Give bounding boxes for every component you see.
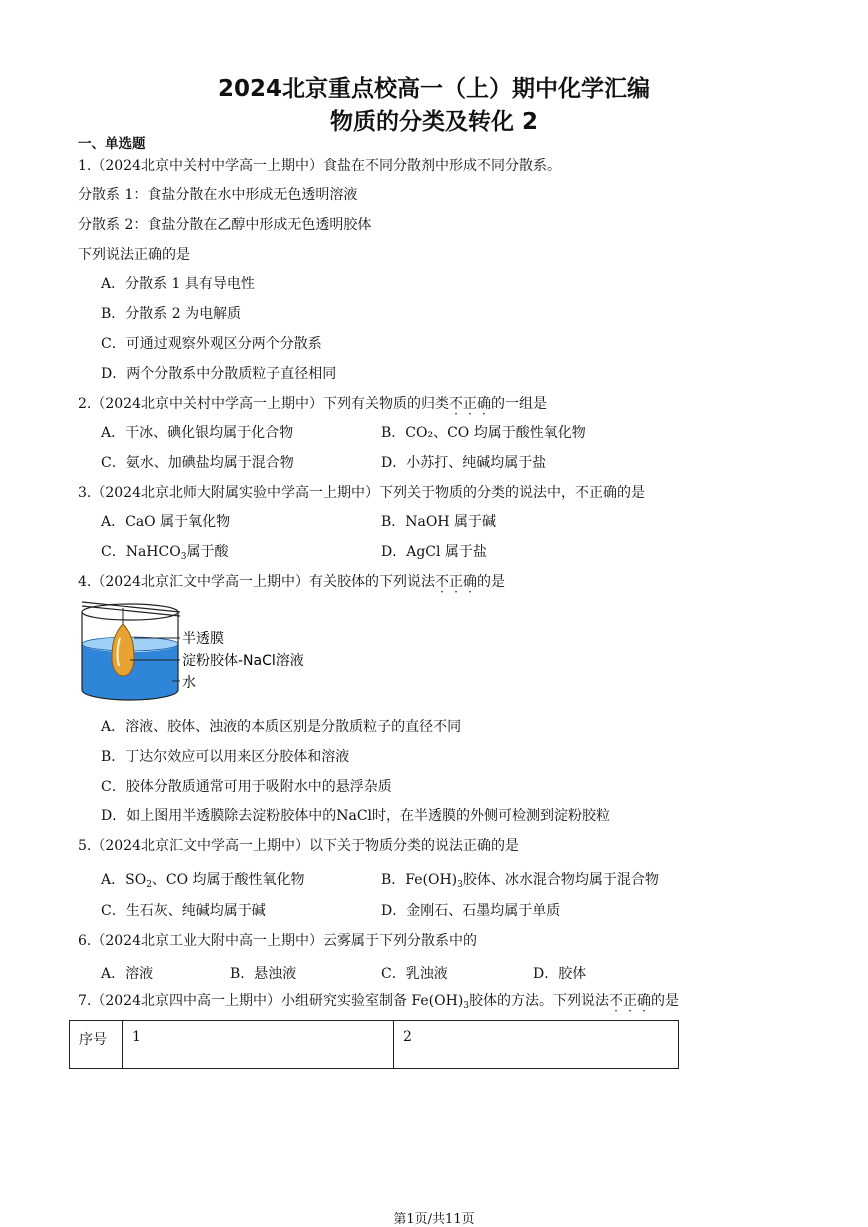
q2-emph-2: 正 — [463, 396, 477, 412]
q3-stem: 3.（2024北京北师大附属实验中学高一上期中）下列关于物质的分类的说法中，不正确的是 — [78, 485, 645, 501]
q3-option-d: D．AgCl 属于盐 — [381, 544, 487, 560]
q1-option-b: B．分散系 2 为电解质 — [101, 306, 242, 322]
fig-label-membrane: 半透膜 — [182, 631, 224, 647]
q2-emph-3: 确 — [477, 396, 491, 412]
table-row — [70, 1021, 679, 1069]
q1-option-d: D．两个分散系中分散质粒子直径相同 — [101, 366, 337, 382]
q3-option-a: A．CaO 属于氧化物 — [101, 514, 231, 530]
q5-b-pre: B．Fe(OH) — [381, 872, 458, 888]
q3-c-pre: C．NaHCO — [101, 544, 181, 560]
q5-a-sub: 2 — [146, 880, 152, 890]
q5-a-pre: A．SO — [101, 872, 147, 888]
page-title: 2024北京重点校高一（上）期中化学汇编 — [217, 76, 650, 102]
q4-emph-1: 不 — [435, 574, 449, 590]
q6-option-d: D．胶体 — [533, 966, 587, 982]
q3-c-sub: 3 — [180, 552, 187, 562]
fig-label-solution: 淀粉胶体-NaCl溶液 — [182, 653, 304, 669]
page-footer: 第1页/共11页 — [393, 1212, 475, 1227]
q2-option-b: B．CO₂、CO 均属于酸性氧化物 — [381, 425, 586, 441]
q4-option-a: A．溶液、胶体、浊液的本质区别是分散质粒子的直径不同 — [101, 719, 462, 735]
q4-option-c: C．胶体分散质通常可用于吸附水中的悬浮杂质 — [101, 779, 392, 795]
q6-stem: 6.（2024北京工业大附中高一上期中）云雾属于下列分散系中的 — [78, 933, 477, 949]
q5-stem: 5.（2024北京汇文中学高一上期中）以下关于物质分类的说法正确的是 — [78, 838, 519, 854]
fig-label-water: 水 — [182, 675, 196, 691]
membrane-bag — [112, 624, 134, 676]
q5-option-c: C．生石灰、纯碱均属于碱 — [101, 903, 266, 919]
q4-stem-pre: 4.（2024北京汇文中学高一上期中）有关胶体的下列说法 — [78, 574, 435, 590]
q4-stem — [78, 574, 505, 590]
q5-option-b — [381, 872, 659, 893]
section-heading: 一、单选题 — [78, 136, 146, 152]
q2-stem-post: 的一组是 — [491, 396, 547, 412]
q5-b-sub: 3 — [457, 880, 463, 890]
q4-option-d: D．如上图用半透膜除去淀粉胶体中的NaCl时，在半透膜的外侧可检测到淀粉胶粒 — [101, 808, 611, 824]
q1-line2: 分散系 1：食盐分散在水中形成无色透明溶液 — [78, 187, 358, 203]
q3-option-c — [101, 544, 228, 565]
q1-line4: 下列说法正确的是 — [78, 247, 190, 263]
q7-emph-2: 正 — [623, 993, 638, 1009]
q6-option-a: A．溶液 — [101, 966, 154, 982]
q2-emph-1: 不 — [449, 396, 463, 412]
q3-option-b: B．NaOH 属于碱 — [381, 514, 497, 530]
q1-option-a: A．分散系 1 具有导电性 — [101, 276, 255, 292]
q4-emph-2: 正 — [449, 574, 463, 590]
q2-stem-pre: 2.（2024北京中关村中学高一上期中）下列有关物质的归类 — [78, 396, 449, 412]
q4-option-b: B．丁达尔效应可以用来区分胶体和溶液 — [101, 749, 350, 765]
q7-stem-pre: 7.（2024北京四中高一上期中）小组研究实验室制备 Fe(OH) — [78, 993, 464, 1009]
q4-stem-post: 的是 — [477, 574, 505, 590]
q2-option-d: D．小苏打、纯碱均属于盐 — [381, 455, 547, 471]
table-cell-1: 1 — [123, 1021, 394, 1069]
q7-table — [69, 1020, 679, 1069]
page-subtitle: 物质的分类及转化 2 — [329, 109, 538, 135]
q2-option-a: A．干冰、碘化银均属于化合物 — [101, 425, 294, 441]
q7-stem-mid: 胶体的方法。下列说法 — [469, 993, 610, 1009]
q7-stem — [78, 993, 679, 1014]
q7-emph-3: 确 — [637, 993, 652, 1009]
q5-option-d: D．金刚石、石墨均属于单质 — [381, 903, 561, 919]
q5-b-post: 胶体、冰水混合物均属于混合物 — [462, 872, 659, 888]
q4-emph-3: 确 — [463, 574, 477, 590]
q6-option-b: B．悬浊液 — [230, 966, 297, 982]
dialysis-figure — [76, 598, 336, 708]
q7-stem-sub: 3 — [463, 1001, 470, 1011]
q5-a-post: 、CO 均属于酸性氧化物 — [151, 872, 305, 888]
q7-stem-post: 的是 — [651, 993, 680, 1009]
q5-option-a — [101, 872, 305, 893]
table-cell-2: 2 — [394, 1021, 679, 1069]
q7-emph-1: 不 — [609, 993, 624, 1009]
q3-c-post: 属于酸 — [186, 544, 229, 560]
q1-line3: 分散系 2：食盐分散在乙醇中形成无色透明胶体 — [78, 217, 372, 233]
q6-option-c: C．乳浊液 — [381, 966, 448, 982]
table-cell-index: 序号 — [70, 1021, 123, 1069]
q2-stem — [78, 396, 547, 412]
q1-stem: 1.（2024北京中关村中学高一上期中）食盐在不同分散剂中形成不同分散系。 — [78, 158, 561, 174]
q1-option-c: C．可通过观察外观区分两个分散系 — [101, 336, 322, 352]
q2-option-c: C．氨水、加碘盐均属于混合物 — [101, 455, 294, 471]
